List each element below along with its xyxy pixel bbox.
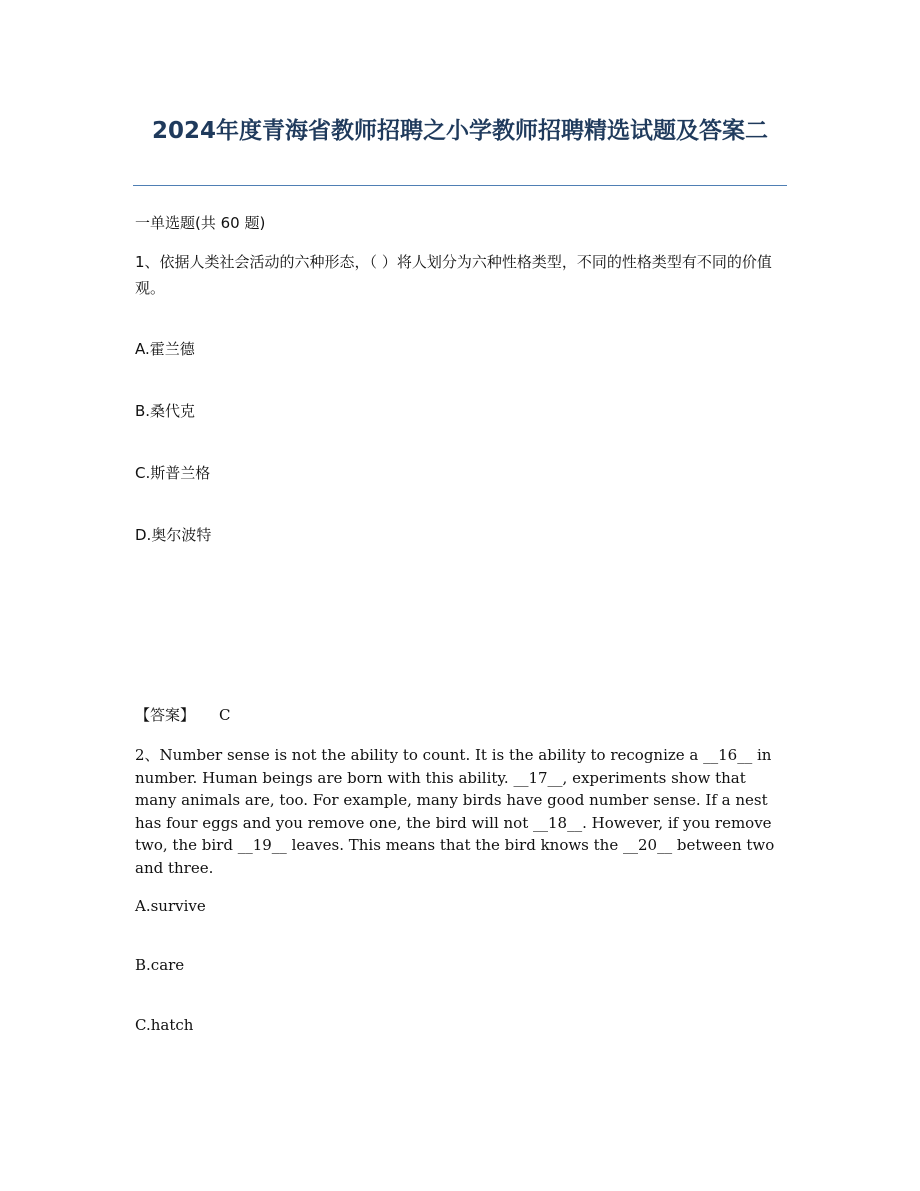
- question-1-text: 1、依据人类社会活动的六种形态，（ ）将人划分为六种性格类型，不同的性格类型有不同的价值观。: [135, 253, 772, 297]
- question-2-option-c: C.hatch: [135, 1016, 194, 1034]
- question-1-option-a: A.霍兰德: [135, 340, 195, 358]
- section-heading: 一单选题(共 60 题): [135, 214, 266, 232]
- document-title: 2024年度青海省教师招聘之小学教师招聘精选试题及答案二: [151, 118, 768, 144]
- title-divider: [133, 185, 787, 186]
- answer-label: 【答案】: [135, 706, 196, 724]
- question-1-option-c: C.斯普兰格: [135, 464, 211, 482]
- answer-value: C: [219, 706, 231, 724]
- question-2-option-b: B.care: [135, 956, 185, 974]
- question-1-answer: [135, 704, 231, 726]
- question-2-option-a: A.survive: [135, 897, 206, 915]
- question-2-text: 2、Number sense is not the ability to count. It is the ability to recognize a __16__ in number. Human beings are born with this ability. __17__, experiments show that many animals are, too. For example, many birds have good number sense. If a nest has four eggs and you remove one, the bird will not __18__. However, if you remove two, the bird __19__ leaves. This means that the bird knows the __20__ between two and three.: [135, 746, 775, 877]
- question-1-option-d: D.奥尔波特: [135, 526, 212, 544]
- question-1-option-b: B.桑代克: [135, 402, 196, 420]
